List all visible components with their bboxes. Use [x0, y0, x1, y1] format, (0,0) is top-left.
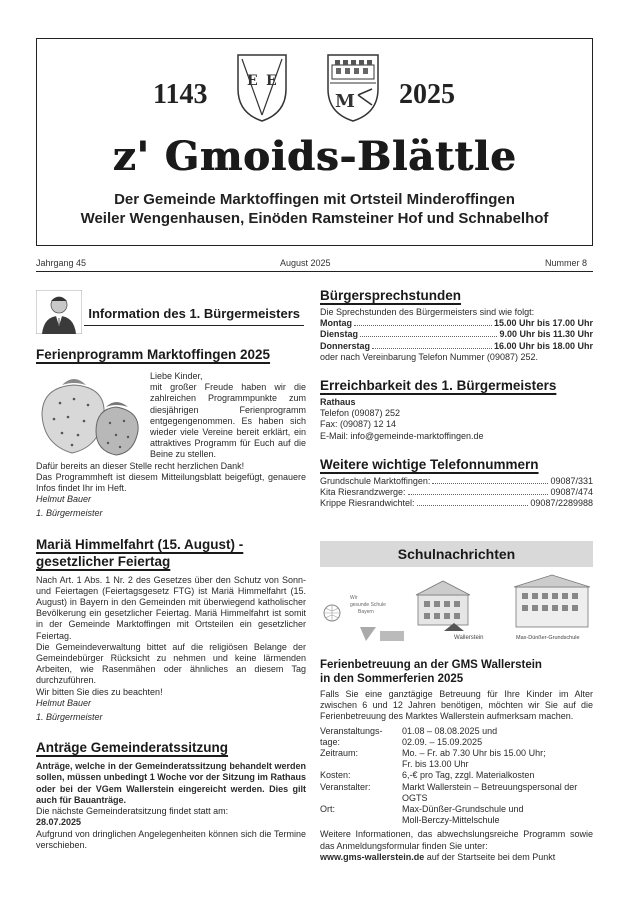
detail-label: Veranstalter: [320, 781, 371, 792]
telefon-number: 09087/2289988 [530, 498, 593, 509]
mayor-info-banner [36, 290, 304, 336]
himmelfahrt-paragraph-1: Nach Art. 1 Abs. 1 Nr. 2 des Gesetzes über den Schutz von Sonn- und Feiertagen (Feiertagsgesetz FTG) ist Mariä Himmelfahrt (15. August) in Bayern in den Gemeinden mit überwiegend katholischer Bevölkerung ein gesetzlicher Feiertag. Mariä Himmelfahrt ist somit in der Gemeinde Marktoffingen mit Ortsteilen ein gesetzlicher Feiertag. [36, 574, 306, 641]
svg-text:E: E [247, 73, 258, 89]
telefon-label: Krippe Riesrandwichtel: [320, 498, 415, 509]
newsletter-subtitle-2: Weiler Wengenhausen, Einöden Ramsteiner Hof und Schnabelhof [80, 210, 549, 227]
issue-date: August 2025 [280, 258, 331, 268]
sprech-heading: Bürgersprechstunden [320, 288, 462, 303]
detail-label: Veranstaltungs- [320, 725, 383, 736]
mayor-info-title: Information des 1. Bürgermeisters [88, 306, 300, 321]
logo1-text3: Bayern [358, 609, 374, 615]
sprech-intro: Die Sprechstunden des Bürgermeisters sind wie folgt: [320, 307, 535, 317]
detail-value: Moll-Berczy-Mittelschule [402, 815, 500, 826]
detail-label: Ort: [320, 804, 335, 815]
detail-label [320, 815, 402, 826]
telefon-row [320, 498, 593, 509]
erreich-email[interactable]: E-Mail: info@gemeinde-marktoffingen.de [320, 430, 484, 441]
issue-volume: Jahrgang 45 [36, 258, 87, 268]
school-logos [320, 573, 593, 651]
sprech-row [320, 318, 593, 329]
ferienbetreuung-intro: Falls Sie eine ganztägige Betreuung für Ihre Kinder im Alter zwischen 6 und 12 Jahren benötigen, möchten wir Sie auf die Ferienbetreuung des Marktes Wallerstein aufmerksam machen. [320, 689, 593, 722]
himmelfahrt-signature: Helmut Bauer [36, 697, 92, 708]
gemeinderat-heading: Anträge Gemeinderatssitzung [36, 740, 229, 756]
himmelfahrt-paragraph-3: Wir bitten Sie dies zu beachten! [36, 686, 163, 697]
coat-of-arms-marktoffingen [234, 51, 290, 123]
detail-value: OGTS [402, 792, 428, 803]
detail-value: 01.08 – 08.08.2025 und [402, 725, 498, 736]
ferien-greeting: Liebe Kinder, [150, 371, 203, 381]
logo2-text: Wallerstein [454, 635, 484, 641]
sprech-day: Montag [320, 318, 352, 329]
himmelfahrt-heading-1: Mariä Himmelfahrt (15. August) - [36, 536, 244, 552]
sprech-time: 16.00 Uhr bis 18.00 Uhr [493, 340, 593, 351]
ferienbetreuung-heading-1: Ferienbetreuung an der GMS Wallerstein [320, 659, 542, 671]
himmelfahrt-paragraph-2: Die Gemeindeverwaltung bittet auf die religiösen Belange der Gemeindebürger Rücksicht zu nehmen und keine lärmenden Arbeiten, wie Rasenmähen oder ähnliches an diesem Tag durchzuführen. [36, 641, 306, 686]
ferien-thanks: Dafür bereits an dieser Stelle recht herzlichen Dank! [36, 460, 245, 471]
ferien-more: Das Programmheft ist diesem Mitteilungsblatt beigefügt, genauere Infos findet Ihr im Heft. [36, 471, 306, 494]
himmelfahrt-role: 1. Bürgermeister [36, 712, 103, 723]
detail-value: Markt Wallerstein – Betreuungspersonal der [402, 781, 578, 792]
gemeinderat-date: 28.07.2025 [36, 817, 82, 828]
ferienbetreuung-details [320, 726, 593, 827]
issue-number: Nummer 8 [545, 258, 588, 268]
strawberry-illustration [36, 371, 146, 457]
ferien-body: mit großer Freude haben wir die zahlreichen Programmpunkte zum diesjährigen Ferienprogramm entgegengenommen. Es haben sich wieder viele Vereine bereit erklärt, ein attraktives Programm für Euch auf die Beine zu stellen. [150, 382, 306, 460]
logo1-text2: gesunde Schule [350, 602, 386, 608]
himmelfahrt-heading-2: gesetzlicher Feiertag [36, 553, 171, 569]
erreich-heading: Erreichbarkeit des 1. Bürgermeisters [320, 378, 557, 394]
ferien-heading: Ferienprogramm Marktoffingen 2025 [36, 347, 271, 362]
sprech-row [320, 329, 593, 340]
telefon-number: 09087/331 [550, 475, 593, 486]
year-end: 2025 [399, 79, 455, 110]
svg-text:M: M [335, 91, 355, 112]
detail-label: Kosten: [320, 770, 351, 781]
telefon-row [320, 487, 593, 498]
coat-of-arms-minderoffingen [324, 51, 382, 123]
detail-value: Max-Dünßer-Grundschule und [402, 804, 524, 815]
erreich-phone: Telefon (09087) 252 [320, 408, 401, 419]
detail-value: 6,-€ pro Tag, zzgl. Materialkosten [402, 770, 535, 781]
ferienbetreuung-outro: Weitere Informationen, das abwechslungsreiche Programm sowie das Anmeldungsformular finden Sie unter: [320, 829, 593, 851]
detail-label: tage: [320, 736, 341, 747]
newsletter-title: z' Gmoids-Blättle [112, 133, 517, 180]
header-divider [36, 271, 593, 272]
telefon-heading: Weitere wichtige Telefonnummern [320, 456, 539, 472]
detail-value: Mo. – Fr. ab 7.30 Uhr bis 15.00 Uhr; [402, 748, 546, 759]
newsletter-subtitle-1: Der Gemeinde Marktoffingen mit Ortsteil Minderoffingen [114, 191, 515, 208]
gemeinderat-notice: Anträge, welche in der Gemeinderatssitzung behandelt werden sollen, müssen unbedingt 1 Woche vor der Sitzung im Rathaus oder bei der VGem Wallerstein eingereicht werden. Dies gilt auch für Bauanträge. [36, 761, 306, 805]
sprech-day: Dienstag [320, 329, 359, 340]
right-column-top [320, 287, 593, 509]
sprech-row [320, 341, 593, 352]
detail-value: 02.09. – 15.09.2025 [402, 736, 483, 747]
detail-value: Fr. bis 13.00 Uhr [402, 759, 469, 770]
sprech-time: 15.00 Uhr bis 17.00 Uhr [493, 318, 593, 329]
gms-wallerstein-link[interactable]: www.gms-wallerstein.de [320, 851, 425, 862]
ferienbetreuung-heading-2: in den Sommerferien 2025 [320, 673, 464, 685]
telefon-label: Kita Riesrandzwerge: [320, 487, 406, 498]
schulnachrichten-section-title: Schulnachrichten [320, 541, 593, 567]
ferien-role: 1. Bürgermeister [36, 508, 103, 519]
logo1-text1: Wir [350, 595, 358, 601]
gms-wallerstein-logo [416, 581, 483, 641]
gemeinderat-next: Die nächste Gemeinderatsitzung findet statt am: [36, 806, 229, 817]
svg-text:E: E [266, 73, 277, 89]
logo3-text: Max-Dünßer-Grundschule [516, 635, 580, 641]
link-suffix: auf der Startseite bei dem Punkt [424, 851, 556, 862]
max-duenszer-grundschule-logo [514, 575, 590, 641]
sprech-time: 9.00 Uhr bis 11.30 Uhr [499, 329, 593, 340]
gesunde-schule-logo [324, 595, 404, 641]
detail-label [320, 793, 402, 804]
detail-label [320, 759, 402, 770]
telefon-row [320, 476, 593, 487]
ferien-signature: Helmut Bauer [36, 494, 92, 505]
telefon-label: Grundschule Marktoffingen: [320, 475, 431, 486]
masthead [36, 38, 593, 246]
mayor-portrait-icon [36, 290, 82, 334]
sprech-day: Donnerstag [320, 340, 371, 351]
erreich-place: Rathaus [320, 397, 356, 408]
erreich-fax: Fax: (09087) 12 14 [320, 419, 397, 430]
detail-label: Zeitraum: [320, 748, 359, 759]
sprech-note: oder nach Vereinbarung Telefon Nummer (09087) 252. [320, 351, 538, 362]
left-column [36, 346, 306, 851]
year-start: 1143 [153, 79, 208, 110]
telefon-number: 09087/474 [550, 487, 593, 498]
right-column-bottom [320, 658, 593, 863]
gemeinderat-note: Aufgrund von dringlichen Angelegenheiten können sich die Termine verschieben. [36, 828, 306, 850]
